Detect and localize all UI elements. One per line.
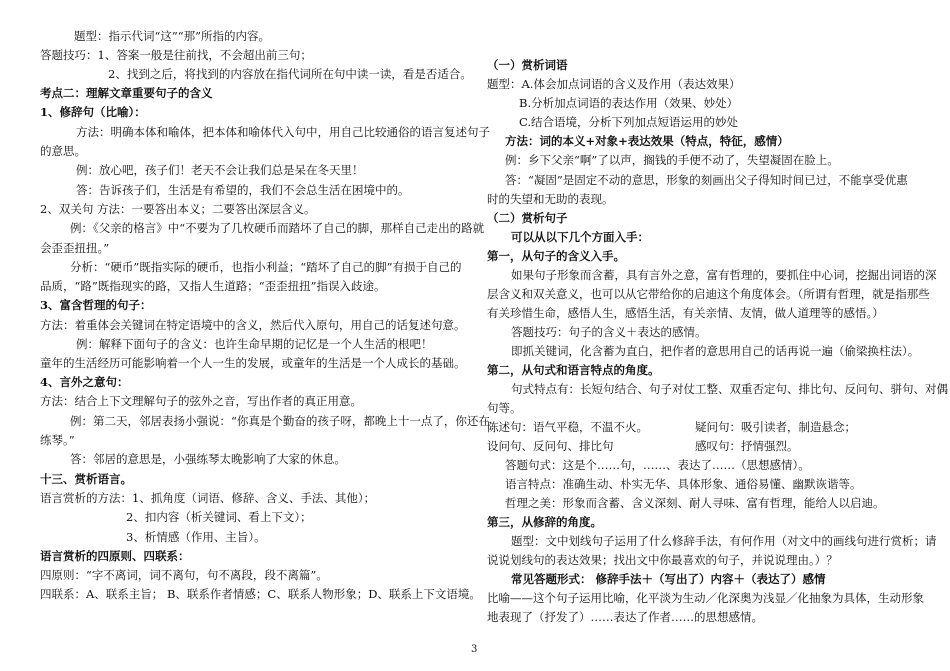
text-line: 答题技巧：1、答案一般是往前找，不会超出前三句；	[40, 48, 312, 62]
text-line: 语言赏析的四原则、四联系：	[40, 549, 190, 563]
text-line: 答：邻居的意思是，小强练琴太晚影响了大家的休息。	[70, 452, 346, 466]
text-line: 会歪歪扭扭。”	[40, 241, 110, 255]
text-line: 2、找到之后，将找到的内容放在指代词所在句中读一读，看是否适合。	[108, 67, 472, 81]
text-line: 疑问句：吸引读者，制造悬念；	[695, 420, 856, 434]
text-line: 1、修辞句（比喻）：	[40, 105, 146, 119]
text-line: 第一，从句子的含义入手。	[487, 249, 625, 263]
text-line: 3、富含哲理的句子：	[40, 298, 152, 312]
text-line: 品质，“路”既指现实的路，又指人生道路；“歪歪扭扭”指误入歧途。	[40, 279, 386, 293]
text-line: 方法：词的本义+对象+表达效果（特点，特征，感情）	[505, 134, 789, 148]
text-line: 第三，从修辞的角度。	[487, 515, 602, 529]
text-line: 方法：结合上下文理解句子的弦外之音，写出作者的真正用意。	[40, 394, 362, 408]
text-line: 如果句子形象而含蓄，具有言外之意，富有哲理的，要抓住中心词，挖掘出词语的深	[511, 268, 937, 282]
text-line: 答题句式：这是个……句，……、表达了……（思想感情）。	[505, 458, 810, 472]
page-number: 3	[471, 644, 478, 655]
text-line: （一）赏析词语	[487, 58, 568, 72]
text-line: 哲理之美：形象而含蓄、含义深刻、耐人寻味、富有哲理，能给人以启迪。	[505, 496, 885, 510]
text-line: 层含义和双关意义，也可以从它带给你的启迪这个角度体会。（所谓有哲理，就是指那些	[487, 287, 930, 301]
text-line: 有关珍惜生命，感悟人生，感悟生活，有关亲情、友情，做人道理等的感悟。）	[487, 306, 884, 320]
text-line: 说说划线句的表达效果；找出文中你最喜欢的句子，并说说理由。）？	[487, 553, 838, 567]
text-line: 句等。	[487, 401, 522, 415]
text-line: 地表现了（抒发了）……表达了作者……的思想感情。	[487, 610, 763, 624]
text-line: 可以从以下几个方面入手：	[511, 230, 649, 244]
text-line: 设问句、反问句、排比句	[487, 439, 614, 453]
text-line: 分析：“硬币”既指实际的硬币，也指小利益；“踏坏了自己的脚”有损于自己的	[70, 260, 462, 274]
text-line: 方法：明确本体和喻体，把本体和喻体代入句中，用自己比较通俗的语言复述句子	[76, 125, 490, 139]
text-line: 句式特点有：长短句结合、句子对仗工整、双重否定句、排比句、反问句、骈句、对偶	[511, 382, 948, 396]
text-line: 题型：指示代词“这”“那”所指的内容。	[74, 29, 271, 43]
text-line: 练琴。”	[40, 433, 75, 447]
text-line: 时的失望和无助的表现。	[487, 192, 614, 206]
text-line: 考点二：理解文章重要句子的含义	[40, 86, 213, 100]
text-line: 题型：A.体会加点词语的含义及作用（表达效果）	[487, 77, 741, 91]
text-line: 四原则：“字不离词，词不离句，句不离段，段不离篇”。	[40, 568, 328, 582]
text-line: 例：《父亲的格言》中“不要为了几枚硬币而踏坏了自己的脚，那样自己走出的路就	[70, 221, 485, 235]
text-line: 第二，从句式和语言特点的角度。	[487, 363, 660, 377]
text-line: 例：乡下父亲“啊”了以声，搁钱的手便不动了，失望凝固在脸上。	[505, 153, 839, 167]
text-line: 陈述句：语气平稳，不温不火。	[487, 420, 648, 434]
text-line: 4、言外之意句：	[40, 375, 129, 389]
text-line: 例：放心吧，孩子们！老天不会让我们总是呆在冬天里！	[76, 163, 364, 177]
text-line: 2、双关句 方法：一要答出本义；二要答出深层含义。	[40, 202, 316, 216]
text-line: 的意思。	[40, 144, 86, 158]
text-line: 十三、赏析语言。	[40, 472, 132, 486]
text-line: （二）赏析句子	[487, 211, 568, 225]
text-line: 方法：着重体会关键词在特定语境中的含义，然后代入原句，用自己的话复述句意。	[40, 318, 466, 332]
text-line: 即抓关键词，化含蓄为直白，把作者的意思用自己的话再说一遍（偷梁换柱法）。	[511, 344, 920, 358]
text-line: 感叹句：抒情强烈。	[695, 439, 799, 453]
text-line: 常见答题形式： 修辞手法＋（写出了）内容＋（表达了）感情	[511, 572, 826, 586]
text-line: 童年的生活经历可能影响着一个人一生的发展，或童年的生活是一个人成长的基础。	[40, 356, 466, 370]
text-line: 语言赏析的方法：1、抓角度（词语、修辞、含义、手法、其他）；	[40, 491, 376, 505]
text-line: C.结合语境，分析下列加点短语运用的妙处	[519, 115, 739, 129]
text-line: 例：解释下面句子的含义：也许生命早期的记忆是一个人生活的根吧！	[76, 337, 433, 351]
text-line: 比喻——这个句子运用比喻，化平淡为生动／化深奥为浅显／化抽象为具体，生动形象	[487, 591, 924, 605]
text-line: 2、扣内容（析关键词、看上下文）；	[126, 510, 312, 524]
text-line: 语言特点：准确生动、朴实无华、具体形象、通俗易懂、幽默诙谐等。	[505, 477, 862, 491]
text-line: 例：第二天，邻居表扬小强说：“你真是个勤奋的孩子呀，都晚上十一点了，你还在	[70, 414, 490, 428]
text-line: 答：“凝固”是固定不动的意思，形象的刻画出父子得知时间已过，不能享受优惠	[505, 173, 908, 187]
text-line: 四联系：A、联系主旨； B、联系作者情感；C、联系人物形象；D、联系上下文语境。	[40, 587, 481, 601]
text-line: 3、析情感（作用、主旨）。	[126, 530, 266, 544]
text-line: 题型：文中划线句子运用了什么修辞手法，有何作用（对文中的画线句进行赏析；请	[511, 534, 937, 548]
text-line: B.分析加点词语的表达作用（效果、妙处）	[519, 96, 739, 110]
text-line: 答题技巧：句子的含义＋表达的感情。	[511, 325, 707, 339]
text-line: 答：告诉孩子们，生活是有希望的，我们不会总生活在困境中的。	[76, 183, 410, 197]
